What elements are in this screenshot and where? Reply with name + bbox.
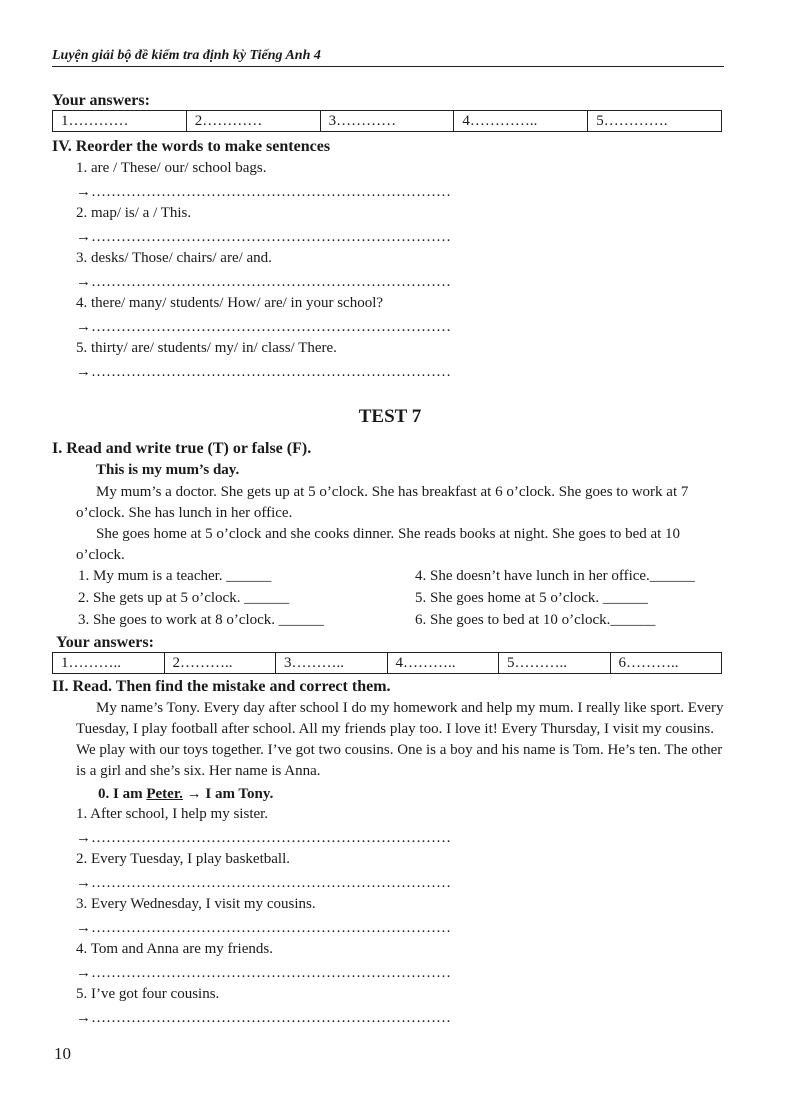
answers-table-part1 bbox=[52, 652, 722, 674]
example-correct: → I am Tony. bbox=[182, 786, 274, 802]
answers-label-top: Your answers: bbox=[52, 92, 150, 109]
answer-line: →……………………………………………………………… bbox=[76, 229, 451, 245]
reorder-question: 5. thirty/ are/ students/ my/ in/ class/ There. bbox=[76, 340, 337, 356]
reorder-heading: IV. Reorder the words to make sentences bbox=[52, 138, 331, 155]
answer-cell: 5……….. bbox=[499, 653, 611, 673]
answers-table-top bbox=[52, 110, 722, 132]
reorder-question: 4. there/ many/ students/ How/ are/ in your school? bbox=[76, 295, 384, 311]
answer-line: →……………………………………………………………… bbox=[76, 319, 451, 335]
part1-heading: I. Read and write true (T) or false (F). bbox=[52, 440, 312, 457]
test-title: TEST 7 bbox=[358, 406, 422, 427]
page-header: Luyện giải bộ đề kiểm tra định kỳ Tiếng Anh 4 bbox=[52, 48, 724, 67]
part2-example bbox=[98, 786, 273, 803]
answer-line: →……………………………………………………………… bbox=[76, 920, 451, 936]
part2-passage: My name’s Tony. Every day after school I do my homework and help my mum. I really like sport. Every Tuesday, I play football after school. All my friends play too. I love it! Every Thursday, I visit my cousins. We play with our toys together. I’ve got two cousins. One is a boy and his name is Tom. He’s ten. The other is a girl and she’s six. Her name is Anna. bbox=[76, 700, 724, 779]
answer-cell: 1………… bbox=[53, 111, 187, 131]
statement: 6. She goes to bed at 10 o’clock.______ bbox=[415, 612, 656, 628]
answer-cell: 2……….. bbox=[165, 653, 277, 673]
mistake-question: 5. I’ve got four cousins. bbox=[76, 986, 220, 1002]
answer-cell: 6……….. bbox=[618, 655, 679, 671]
answer-cell: 4………….. bbox=[454, 111, 588, 131]
answer-line: →……………………………………………………………… bbox=[76, 965, 451, 981]
answer-line: →……………………………………………………………… bbox=[76, 364, 451, 380]
example-prefix: 0. I am bbox=[98, 786, 147, 802]
answer-cell: 2………… bbox=[187, 111, 321, 131]
statement: 2. She gets up at 5 o’clock. ______ bbox=[78, 590, 290, 606]
answer-cell: 4……….. bbox=[388, 653, 500, 673]
answer-line: →……………………………………………………………… bbox=[76, 274, 451, 290]
answer-cell: 1……….. bbox=[53, 653, 165, 673]
answers-label-part1: Your answers: bbox=[56, 634, 154, 651]
answer-cell: 5…………. bbox=[596, 113, 668, 129]
reorder-question: 1. are / These/ our/ school bags. bbox=[76, 160, 267, 176]
example-wrong-word: Peter. bbox=[146, 786, 183, 802]
statement: 4. She doesn’t have lunch in her office.______ bbox=[415, 568, 695, 584]
answer-cell: 3……….. bbox=[276, 653, 388, 673]
part2-heading: II. Read. Then find the mistake and correct them. bbox=[52, 678, 391, 695]
part1-paragraph-2: She goes home at 5 o’clock and she cooks dinner. She reads books at night. She goes to bed at 10 o’clock. bbox=[76, 526, 681, 563]
statement: 1. My mum is a teacher. ______ bbox=[78, 568, 272, 584]
reorder-question: 2. map/ is/ a / This. bbox=[76, 205, 192, 221]
reorder-question: 3. desks/ Those/ chairs/ are/ and. bbox=[76, 250, 272, 266]
mistake-question: 3. Every Wednesday, I visit my cousins. bbox=[76, 896, 316, 912]
mistake-question: 1. After school, I help my sister. bbox=[76, 806, 269, 822]
answer-cell: 3………… bbox=[321, 111, 455, 131]
part1-paragraph-1: My mum’s a doctor. She gets up at 5 o’clock. She has breakfast at 6 o’clock. She goes to work at 7 o’clock. She has lunch in her office. bbox=[76, 484, 689, 521]
part1-subtitle: This is my mum’s day. bbox=[96, 462, 240, 478]
statement: 5. She goes home at 5 o’clock. ______ bbox=[415, 590, 648, 606]
answer-line: →……………………………………………………………… bbox=[76, 830, 451, 846]
statement: 3. She goes to work at 8 o’clock. ______ bbox=[78, 612, 324, 628]
answer-line: →……………………………………………………………… bbox=[76, 184, 451, 200]
answer-line: →……………………………………………………………… bbox=[76, 875, 451, 891]
mistake-question: 4. Tom and Anna are my friends. bbox=[76, 941, 273, 957]
page-number: 10 bbox=[54, 1044, 71, 1063]
answer-line: →……………………………………………………………… bbox=[76, 1010, 451, 1026]
mistake-question: 2. Every Tuesday, I play basketball. bbox=[76, 851, 290, 867]
